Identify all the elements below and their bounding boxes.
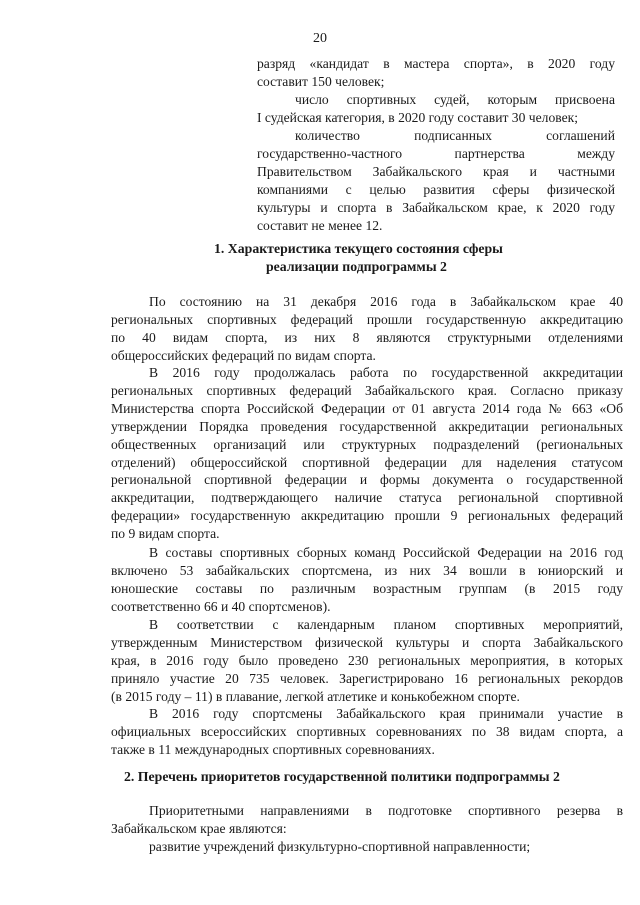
text-line: По состоянию на 31 декабря 2016 года в Забайкальском крае 40 — [149, 294, 623, 309]
text-line: федерации» государственную аккредитацию прошли 9 региональных федераций — [111, 508, 623, 524]
text-line: составит 150 человек; — [257, 73, 385, 89]
text-line: региональных спортивных федераций прошли государственную аккредитацию — [111, 311, 623, 327]
text-line: В соответствии с календарным планом спортивных мероприятий, — [149, 617, 623, 632]
paragraph-accreditation — [111, 364, 623, 543]
text-line: Министерства спорта Российской Федерации от 01 августа 2014 года № 663 «Об — [111, 400, 623, 416]
text-line: официальных всероссийских спортивных соревнованиях по 38 видам спорта, а — [111, 723, 623, 739]
paragraph-national-teams — [111, 544, 623, 616]
text-line: разряд «кандидат в мастера спорта», в 2020 году — [257, 56, 615, 71]
list-item-judges — [257, 91, 615, 127]
text-line: по 40 видам спорта, из них 8 являются структурными отделениями — [111, 329, 623, 345]
page-number: 20 — [313, 31, 327, 46]
text-line: утвержденным Министерством физической культуры и спорта Забайкальского — [111, 634, 623, 650]
text-line: компаниями с целью развития сферы физической — [257, 181, 615, 197]
text-line: региональной спортивной федерации и формы документа о государственной — [111, 472, 623, 488]
paragraph-events — [111, 616, 623, 706]
text-line: Забайкальском крае являются: — [111, 820, 287, 836]
text-line: число спортивных судей, которым присвоена — [295, 92, 615, 107]
text-line: развитие учреждений физкультурно-спортивной направленности; — [149, 839, 531, 854]
text-line: Правительством Забайкальского края и частными — [257, 163, 615, 179]
text-line: по 9 видам спорта. — [111, 526, 220, 542]
text-line: аккредитации, подтверждающего наличие статуса региональной спортивной — [111, 490, 623, 506]
text-line: края, в 2016 году было проведено 230 региональных мероприятия, в которых — [111, 652, 623, 668]
text-line: В составы спортивных сборных команд Российской Федерации на 2016 год — [149, 545, 623, 560]
section-1-title-line-1: 1. Характеристика текущего состояния сферы — [214, 241, 503, 256]
list-item-candidate-master — [257, 55, 615, 91]
text-line: составит не менее 12. — [257, 217, 383, 233]
text-line: отделений) общероссийской спортивной федерации для наделения статусом — [111, 454, 623, 470]
text-line: культуры и спорта в Забайкальском крае, к 2020 году — [257, 199, 615, 215]
list-item-agreements — [257, 127, 615, 234]
text-line: В 2016 году продолжалась работа по государственной аккредитации — [149, 365, 623, 380]
text-line: также в 11 международных спортивных соревнованиях. — [111, 741, 435, 757]
text-line: включено 53 забайкальских спортсмена, из них 34 вошли в юниорский и — [111, 562, 623, 578]
section-1-title-line-2: реализации подпрограммы 2 — [266, 259, 447, 274]
text-line: приняло участие 20 735 человек. Зарегистрировано 16 региональных рекордов — [111, 670, 623, 686]
text-line: общероссийских федераций по видам спорта. — [111, 347, 376, 363]
text-line: соответственно 66 и 40 спортсменов). — [111, 598, 331, 614]
text-line: утверждении Порядка проведения государственной аккредитации региональных — [111, 418, 623, 434]
text-line: Приоритетными направлениями в подготовке спортивного резерва в — [149, 803, 623, 818]
text-line: I судейская категория, в 2020 году составит 30 человек; — [257, 109, 578, 125]
text-line: государственно-частного партнерства между — [257, 145, 615, 161]
text-line: (в 2015 году – 11) в плавание, легкой атлетике и конькобежном спорте. — [111, 688, 520, 704]
text-line: общественных организаций или структурных подразделений (региональных — [111, 436, 623, 452]
list-item-institutions — [111, 838, 623, 856]
text-line: В 2016 году спортсмены Забайкальского края принимали участие в — [149, 706, 623, 721]
paragraph-federations — [111, 293, 623, 365]
text-line: количество подписанных соглашений — [295, 128, 615, 143]
text-line: региональных спортивных федераций Забайкальского края. Согласно приказу — [111, 382, 623, 398]
text-line: юношеские составы по различным возрастным группам (в 2015 году — [111, 580, 623, 596]
paragraph-competitions — [111, 705, 623, 759]
paragraph-priorities — [111, 802, 623, 838]
section-2-title: 2. Перечень приоритетов государственной политики подпрограммы 2 — [124, 769, 560, 784]
